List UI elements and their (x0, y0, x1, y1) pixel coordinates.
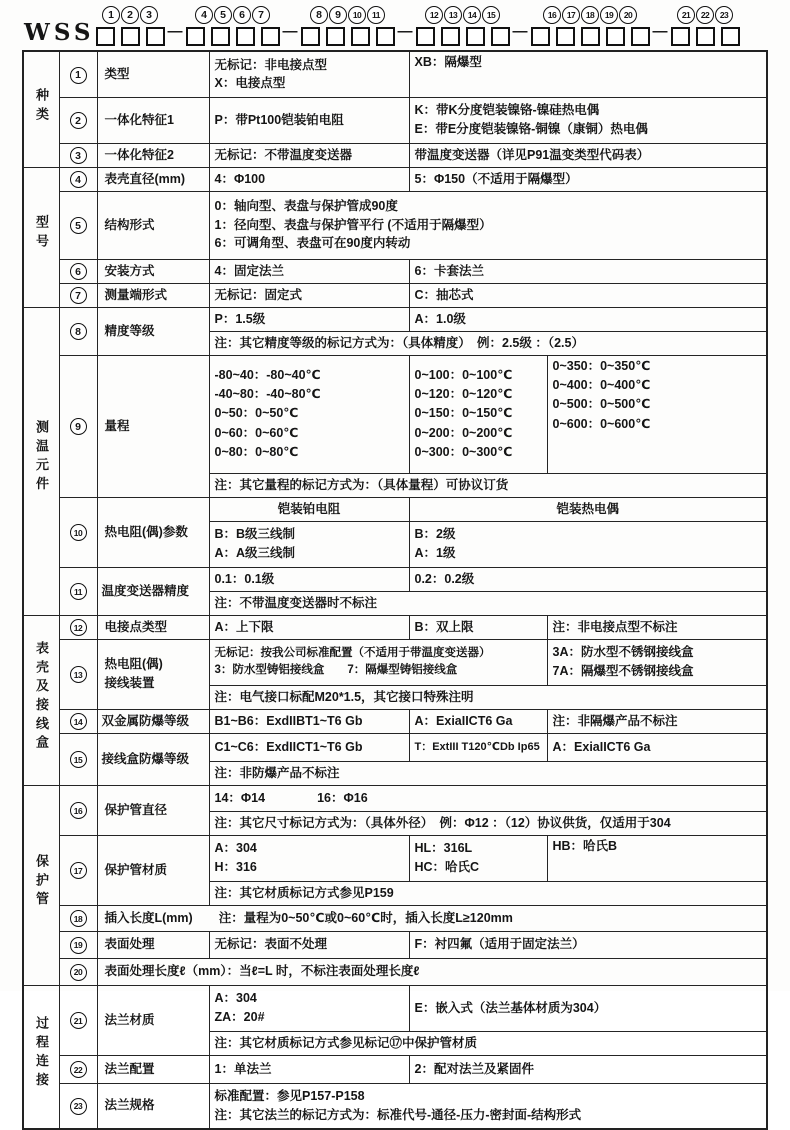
note-cell: 注：其它材质标记方式参见P159 (209, 881, 767, 905)
row-number: 8 (59, 307, 97, 355)
note-cell: 注：不带温度变送器时不标注 (209, 591, 767, 615)
spec-cell: 插入长度L(mm) 注：量程为0~50℃或0~60℃时，插入长度L≥120mm (97, 905, 767, 931)
spec-cell: P：1.5级 (209, 307, 409, 331)
code-box (326, 27, 345, 46)
row-number: 22 (59, 1055, 97, 1083)
row-label: 精度等级 (97, 307, 209, 355)
row-label: 法兰配置 (97, 1055, 209, 1083)
code-boxes (96, 27, 165, 46)
code-box (466, 27, 485, 46)
spec-cell: E：嵌入式（法兰基体材质为304） (409, 985, 767, 1031)
spec-cell: 注：非电接点型不标注 (547, 615, 767, 639)
code-boxes (531, 27, 650, 46)
row-number: 17 (59, 835, 97, 905)
ordering-code-header (0, 0, 790, 46)
spec-cell: B：2级 A：1级 (409, 521, 767, 567)
spec-cell: 1：单法兰 (209, 1055, 409, 1083)
spec-cell: 无标记：按我公司标准配置（不适用于带温度变送器） 3：防水型铸铝接线盒 7：隔爆型铸铝接线盒 (209, 639, 547, 685)
spec-cell: A：上下限 (209, 615, 409, 639)
row-label: 一体化特征1 (97, 97, 209, 143)
circled-number: 14 (463, 6, 481, 24)
note-cell: 注：电气接口标配M20*1.5，其它接口特殊注明 (209, 685, 767, 709)
code-box (606, 27, 625, 46)
spec-cell: 表面处理长度ℓ（mm）：当ℓ=L 时，不标注表面处理长度ℓ (97, 958, 767, 985)
spec-cell: 0：轴向型、表盘与保护管成90度 1：径向型、表盘与保护管平行 (不适用于隔爆型） 6：可调角型、表盘可在90度内转动 (209, 191, 767, 259)
spec-header-cell: 铠装铂电阻 (209, 497, 409, 521)
circled-number: 12 (425, 6, 443, 24)
spec-table (22, 50, 768, 1130)
circled-number: 3 (140, 6, 158, 24)
circled-numbers (102, 6, 158, 24)
row-number: 21 (59, 985, 97, 1055)
circled-number: 17 (562, 6, 580, 24)
circled-numbers (310, 6, 385, 24)
row-number: 15 (59, 733, 97, 785)
row-label: 温度变送器精度 (97, 567, 209, 615)
row-number: 11 (59, 567, 97, 615)
row-number: 23 (59, 1083, 97, 1129)
code-box (416, 27, 435, 46)
spec-cell: -80~40：-80~40℃ -40~80：-40~80℃ 0~50：0~50℃ 0~60：0~60℃ 0~80：0~80℃ (209, 355, 409, 473)
spec-cell: 带温度变送器（详见P91温变类型代码表） (409, 143, 767, 167)
circled-number: 9 (329, 6, 347, 24)
spec-cell: 无标记：不带温度变送器 (209, 143, 409, 167)
dash-separator: — (397, 23, 413, 40)
row-number: 16 (59, 785, 97, 835)
row-label: 法兰材质 (97, 985, 209, 1055)
circled-number: 19 (600, 6, 618, 24)
spec-cell: 0.2：0.2级 (409, 567, 767, 591)
code-box (301, 27, 320, 46)
code-box (581, 27, 600, 46)
code-box (96, 27, 115, 46)
spec-cell: A：ExiaIICT6 Ga (547, 733, 767, 761)
circled-number: 15 (482, 6, 500, 24)
circled-number: 16 (543, 6, 561, 24)
spec-cell: A：1.0级 (409, 307, 767, 331)
circled-number: 18 (581, 6, 599, 24)
row-number: 14 (59, 709, 97, 733)
spec-cell: F：衬四氟（适用于固定法兰） (409, 931, 767, 958)
code-box (376, 27, 395, 46)
row-number: 7 (59, 283, 97, 307)
group-label: 表壳及接线盒 (23, 615, 59, 785)
row-number: 3 (59, 143, 97, 167)
row-number: 9 (59, 355, 97, 497)
spec-cell: 14：Φ14 16：Φ16 (209, 785, 767, 811)
row-label: 接线盒防爆等级 (97, 733, 209, 785)
note-cell: 注：其它精度等级的标记方式为：（具体精度） 例：2.5级 ：（2.5） (209, 331, 767, 355)
spec-cell: T：ExtIII T120℃Db Ip65 (409, 733, 547, 761)
spec-cell: 0.1：0.1级 (209, 567, 409, 591)
circled-number: 10 (348, 6, 366, 24)
spec-cell: 标准配置：参见P157-P158 注：其它法兰的标记方式为：标准代号-通径-压力-密封面-结构形式 (209, 1083, 767, 1129)
row-label: 保护管材质 (97, 835, 209, 905)
spec-cell: P：带Pt100铠装铂电阻 (209, 97, 409, 143)
circled-number: 11 (367, 6, 385, 24)
code-box (261, 27, 280, 46)
circled-number: 1 (102, 6, 120, 24)
spec-cell: HB：哈氏B (547, 835, 767, 881)
circled-number: 6 (233, 6, 251, 24)
row-label: 电接点类型 (97, 615, 209, 639)
spec-cell: 0~350：0~350℃ 0~400：0~400℃ 0~500：0~500℃ 0~600：0~600℃ (547, 355, 767, 473)
circled-number: 20 (619, 6, 637, 24)
spec-cell: B：B级三线制 A：A级三线制 (209, 521, 409, 567)
spec-cell: 0~100：0~100℃ 0~120：0~120℃ 0~150：0~150℃ 0~200：0~200℃ 0~300：0~300℃ (409, 355, 547, 473)
code-boxes (416, 27, 510, 46)
code-group-2 (186, 6, 280, 46)
code-group-5 (531, 6, 650, 46)
spec-cell: C：抽芯式 (409, 283, 767, 307)
spec-cell: A：304 ZA：20# (209, 985, 409, 1031)
spec-cell: B1~B6：ExdIIBT1~T6 Gb (209, 709, 409, 733)
code-box (351, 27, 370, 46)
row-label: 表壳直径(mm) (97, 167, 209, 191)
group-label: 测温元件 (23, 307, 59, 615)
spec-cell: A：304 H：316 (209, 835, 409, 881)
dash-separator: — (652, 23, 668, 40)
code-box (441, 27, 460, 46)
note-cell: 注：非防爆产品不标注 (209, 761, 767, 785)
row-number: 18 (59, 905, 97, 931)
code-box (556, 27, 575, 46)
dash-separator: — (512, 23, 528, 40)
row-label: 热电阻(偶) 接线装置 (97, 639, 209, 709)
spec-cell: 无标记：表面不处理 (209, 931, 409, 958)
code-group-3 (301, 6, 395, 46)
row-label: 安装方式 (97, 259, 209, 283)
circled-number: 13 (444, 6, 462, 24)
circled-number: 22 (696, 6, 714, 24)
row-number: 5 (59, 191, 97, 259)
code-box (211, 27, 230, 46)
spec-cell: 无标记：固定式 (209, 283, 409, 307)
spec-cell: 5：Φ150（不适用于隔爆型） (409, 167, 767, 191)
code-box (531, 27, 550, 46)
group-label: 过程连接 (23, 985, 59, 1129)
dash-separator: — (167, 23, 183, 40)
code-box (721, 27, 740, 46)
code-group-6 (671, 6, 740, 46)
circled-number: 21 (677, 6, 695, 24)
row-number: 13 (59, 639, 97, 709)
spec-cell: 3A：防水型不锈钢接线盒 7A：隔爆型不锈钢接线盒 (547, 639, 767, 685)
code-boxes (671, 27, 740, 46)
circled-number: 8 (310, 6, 328, 24)
dash-separator: — (282, 23, 298, 40)
circled-numbers (195, 6, 270, 24)
row-number: 2 (59, 97, 97, 143)
circled-numbers (543, 6, 637, 24)
spec-cell: 4：固定法兰 (209, 259, 409, 283)
spec-cell: 6：卡套法兰 (409, 259, 767, 283)
note-cell: 注：其它量程的标记方式为：（具体量程）可协议订货 (209, 473, 767, 497)
code-box (631, 27, 650, 46)
row-label: 双金属防爆等级 (97, 709, 209, 733)
group-label: 保护管 (23, 785, 59, 985)
row-label: 测量端形式 (97, 283, 209, 307)
row-number: 12 (59, 615, 97, 639)
code-box (671, 27, 690, 46)
row-label: 量程 (97, 355, 209, 497)
row-label: 结构形式 (97, 191, 209, 259)
spec-cell: HL：316L HC：哈氏C (409, 835, 547, 881)
circled-numbers (425, 6, 500, 24)
code-box (146, 27, 165, 46)
circled-number: 2 (121, 6, 139, 24)
row-label: 热电阻(偶)参数 (97, 497, 209, 567)
spec-cell: 2：配对法兰及紧固件 (409, 1055, 767, 1083)
row-label: 类型 (97, 51, 209, 97)
row-label: 保护管直径 (97, 785, 209, 835)
spec-cell: XB：隔爆型 (409, 51, 767, 97)
spec-cell: 4：Φ100 (209, 167, 409, 191)
circled-number: 5 (214, 6, 232, 24)
spec-header-cell: 铠装热电偶 (409, 497, 767, 521)
group-label: 型号 (23, 167, 59, 307)
row-number: 6 (59, 259, 97, 283)
row-label: 一体化特征2 (97, 143, 209, 167)
row-number: 4 (59, 167, 97, 191)
code-box (186, 27, 205, 46)
code-box (236, 27, 255, 46)
code-group-1 (96, 6, 165, 46)
row-number: 20 (59, 958, 97, 985)
spec-cell: 无标记：非电接点型 X：电接点型 (209, 51, 409, 97)
code-box (696, 27, 715, 46)
spec-cell: A：ExiaIICT6 Ga (409, 709, 547, 733)
note-cell: 注：其它材质标记方式参见标记⑰中保护管材质 (209, 1031, 767, 1055)
row-label: 表面处理 (97, 931, 209, 958)
code-box (491, 27, 510, 46)
circled-number: 4 (195, 6, 213, 24)
spec-cell: C1~C6：ExdIICT1~T6 Gb (209, 733, 409, 761)
note-cell: 注：其它尺寸标记方式为：（具体外径） 例：Φ12 ：（12）协议供货，仅适用于304 (209, 811, 767, 835)
code-boxes (301, 27, 395, 46)
code-boxes (186, 27, 280, 46)
group-label: 种类 (23, 51, 59, 167)
circled-numbers (677, 6, 733, 24)
model-prefix: WSS (24, 19, 95, 46)
spec-cell: B：双上限 (409, 615, 547, 639)
circled-number: 7 (252, 6, 270, 24)
row-number: 19 (59, 931, 97, 958)
code-box (121, 27, 140, 46)
circled-number: 23 (715, 6, 733, 24)
row-number: 10 (59, 497, 97, 567)
row-label: 法兰规格 (97, 1083, 209, 1129)
spec-cell: K：带K分度铠装镍铬-镍硅热电偶 E：带E分度铠装镍铬-铜镍（康铜）热电偶 (409, 97, 767, 143)
spec-cell: 注：非隔爆产品不标注 (547, 709, 767, 733)
row-number: 1 (59, 51, 97, 97)
code-group-4 (416, 6, 510, 46)
